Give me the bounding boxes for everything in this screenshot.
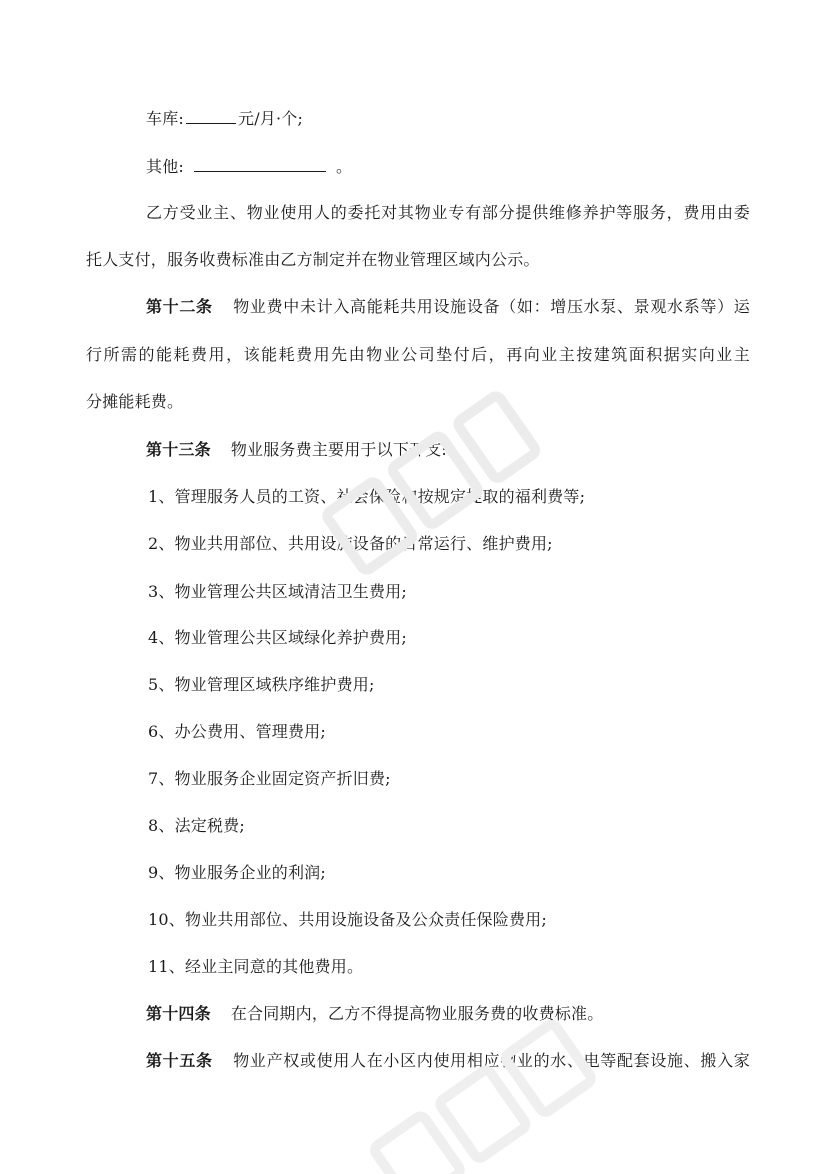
article-12-line3: 分摊能耗费。: [86, 392, 184, 411]
article-12-line2: 行所需的能耗费用，该能耗费用先由物业公司垫付后，再向业主按建筑面积据实向业主: [86, 345, 750, 364]
garage-unit: 元/月·个;: [238, 109, 304, 128]
delegate-para-line2: 托人支付，服务收费标准由乙方制定并在物业管理区域内公示。: [86, 250, 540, 269]
article-12-title: 第十二条: [146, 297, 213, 316]
list-item: 8、法定税费;: [148, 816, 245, 835]
article-13-text: 物业服务费主要用于以下开支:: [230, 440, 448, 459]
other-fee-blank: [194, 155, 326, 172]
watermark-mark: [300, 380, 560, 600]
article-12-line1: [146, 297, 750, 317]
garage-fee-blank: [186, 107, 236, 124]
list-item: 5、物业管理区域秩序维护费用;: [148, 675, 375, 694]
delegate-para-line1: 乙方受业主、物业使用人的委托对其物业专有部分提供维修养护等服务，费用由委: [146, 203, 750, 222]
list-item: 11、经业主同意的其他费用。: [148, 957, 364, 976]
list-item: 2、物业共用部位、共用设施设备的日常运行、维护费用;: [148, 534, 553, 553]
list-item: 3、物业管理公共区域清洁卫生费用;: [148, 582, 407, 601]
article-12-text1: 物业费中未计入高能耗共用设施设备（如：增压水泵、景观水系等）运: [232, 297, 750, 316]
list-item: 4、物业管理公共区域绿化养护费用;: [148, 628, 407, 647]
list-item: 6、办公费用、管理费用;: [148, 722, 326, 741]
list-item: 10、物业共用部位、共用设施设备及公众责任保险费用;: [148, 910, 547, 929]
watermark-mark-bottom: [330, 1020, 630, 1174]
garage-label: 车库:: [146, 109, 184, 128]
article-14-text: 在合同期内，乙方不得提高物业服务费的收费标准。: [230, 1004, 604, 1023]
garage-fee-line: [146, 107, 303, 129]
other-end: 。: [336, 157, 353, 176]
other-fee-line: [146, 155, 352, 177]
article-15-title: 第十五条: [146, 1051, 213, 1070]
list-item: 9、物业服务企业的利润;: [148, 863, 326, 882]
list-item: 1、管理服务人员的工资、社会保险和按规定提取的福利费等;: [148, 487, 586, 506]
article-13-title: 第十三条: [146, 440, 211, 459]
other-label: 其他:: [146, 157, 184, 176]
list-item: 7、物业服务企业固定资产折旧费;: [148, 769, 391, 788]
article-15-text: 物业产权或使用人在小区内使用相应物业的水、电等配套设施、搬入家: [232, 1051, 750, 1070]
article-14-title: 第十四条: [146, 1004, 211, 1023]
